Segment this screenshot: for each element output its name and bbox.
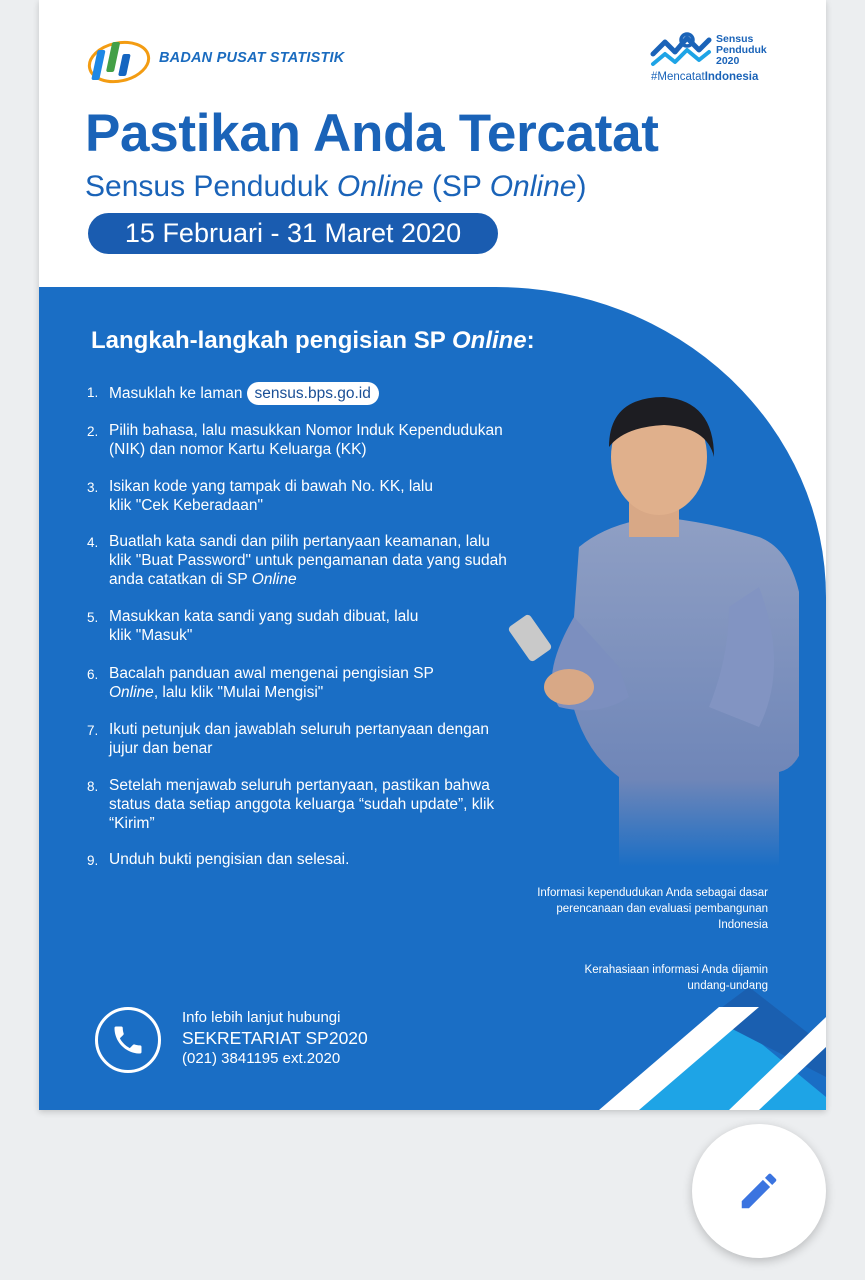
bps-logo-icon (85, 34, 151, 86)
census-logo-text: Sensus Penduduk 2020 (716, 33, 767, 67)
org-name: BADAN PUSAT STATISTIK (159, 50, 345, 66)
subheadline: Sensus Penduduk Online (SP Online) (85, 170, 587, 203)
person-with-phone-illustration (459, 387, 799, 887)
hashtag: #MencatatIndonesia (651, 71, 759, 83)
steps-panel: Langkah-langkah pengisian SP Online: 1. Masuklah ke laman sensus.bps.go.id 2. Pilih bahasa, lalu masukkan Nomor Induk Kependudukan (NIK) dan nomor Kartu Keluarga (KK) 3. Isikan kode yang tampak di bawah No. KK, lalu klik "Cek Keberadaan" 4. Buatlah kata sandi dan pilih pertanyaan keamanan, lalu klik "Buat Password" untuk pengamanan data yang sudah anda catatkan di SP Online 5. Masukkan kata sandi yang sudah dibuat, lalu klik "Masuk" 6. Bacalah panduan awal mengenai pengisian SP Online, lalu klik "Mulai Mengisi" 7. Ikuti petunjuk dan jawablah seluruh pertanyaan dengan jujur dan benar 8. Setelah menjawab seluruh pertanyaan, pastikan bahwa status data setiap anggota keluarga “sudah update”, klik “Kirim” 9. Unduh bukti pengisian dan selesai. Informasi kependudukan Anda sebagai dasar perencanaan dan evaluasi pembangunan Indonesia Kerahasiaan informasi Anda dijamin undang-undang Info lebih lanjut hubungi SEKRETARIAT SP2020 (021) 3841195 ext.2020 (39, 287, 826, 1110)
date-range-badge: 15 Februari - 31 Maret 2020 (88, 213, 498, 254)
url-link[interactable]: sensus.bps.go.id (247, 382, 379, 405)
phone-icon (110, 1022, 146, 1058)
steps-title: Langkah-langkah pengisian SP Online: (91, 327, 535, 354)
contact-intro: Info lebih lanjut hubungi (182, 1009, 341, 1026)
contact-phone: (021) 3841195 ext.2020 (182, 1050, 341, 1067)
confidentiality-note: Kerahasiaan informasi Anda dijamin undang-undang (584, 964, 768, 992)
decorative-stripes (559, 947, 826, 1110)
edit-fab-button[interactable] (692, 1124, 826, 1258)
contact-name: SEKRETARIAT SP2020 (182, 1028, 368, 1048)
headline: Pastikan Anda Tercatat (85, 104, 659, 163)
census-logo-icon (649, 30, 713, 70)
poster-image (39, 0, 826, 1110)
info-note: Informasi kependudukan Anda sebagai dasar perencanaan dan evaluasi pembangunan Indonesia (537, 887, 768, 931)
pencil-icon (736, 1168, 782, 1214)
phone-button[interactable] (95, 1007, 161, 1073)
